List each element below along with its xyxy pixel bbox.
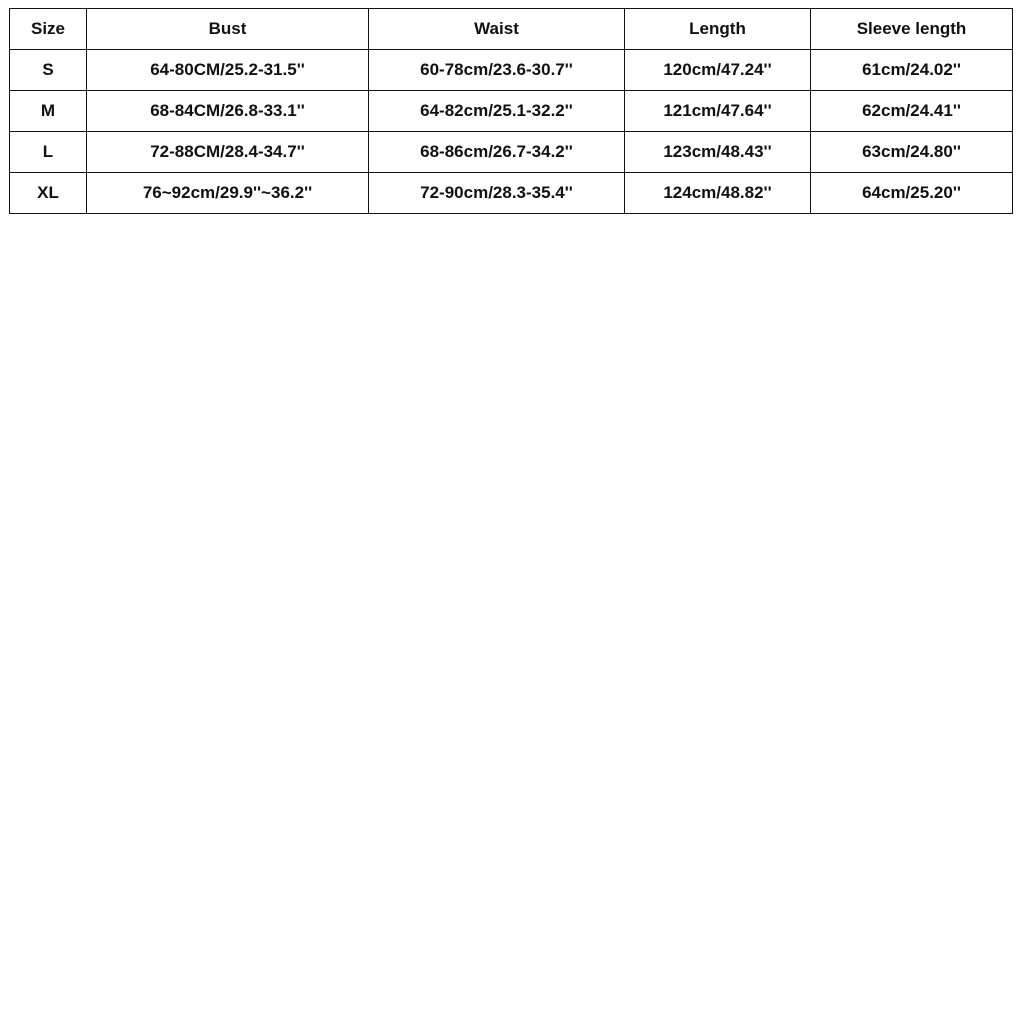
size-cell: XL	[10, 173, 87, 214]
length-cell: 124cm/48.82''	[625, 173, 811, 214]
length-cell: 121cm/47.64''	[625, 91, 811, 132]
bust-cell: 64-80CM/25.2-31.5''	[87, 50, 369, 91]
bust-cell: 72-88CM/28.4-34.7''	[87, 132, 369, 173]
waist-cell: 72-90cm/28.3-35.4''	[369, 173, 625, 214]
table-row	[10, 132, 1013, 173]
column-header-waist: Waist	[369, 9, 625, 50]
waist-cell: 68-86cm/26.7-34.2''	[369, 132, 625, 173]
length-cell: 120cm/47.24''	[625, 50, 811, 91]
sleeve-length-cell: 63cm/24.80''	[811, 132, 1013, 173]
table-row	[10, 91, 1013, 132]
bust-cell: 76~92cm/29.9''~36.2''	[87, 173, 369, 214]
waist-cell: 60-78cm/23.6-30.7''	[369, 50, 625, 91]
size-cell: M	[10, 91, 87, 132]
table-row	[10, 173, 1013, 214]
header-row	[10, 9, 1013, 50]
waist-cell: 64-82cm/25.1-32.2''	[369, 91, 625, 132]
size-cell: L	[10, 132, 87, 173]
length-cell: 123cm/48.43''	[625, 132, 811, 173]
bust-cell: 68-84CM/26.8-33.1''	[87, 91, 369, 132]
sleeve-length-cell: 64cm/25.20''	[811, 173, 1013, 214]
size-chart-header	[10, 9, 1013, 50]
sleeve-length-cell: 62cm/24.41''	[811, 91, 1013, 132]
size-chart-table	[9, 8, 1013, 214]
size-cell: S	[10, 50, 87, 91]
column-header-sleeve-length: Sleeve length	[811, 9, 1013, 50]
table-row	[10, 50, 1013, 91]
sleeve-length-cell: 61cm/24.02''	[811, 50, 1013, 91]
column-header-length: Length	[625, 9, 811, 50]
column-header-bust: Bust	[87, 9, 369, 50]
size-chart-body	[10, 50, 1013, 214]
column-header-size: Size	[10, 9, 87, 50]
